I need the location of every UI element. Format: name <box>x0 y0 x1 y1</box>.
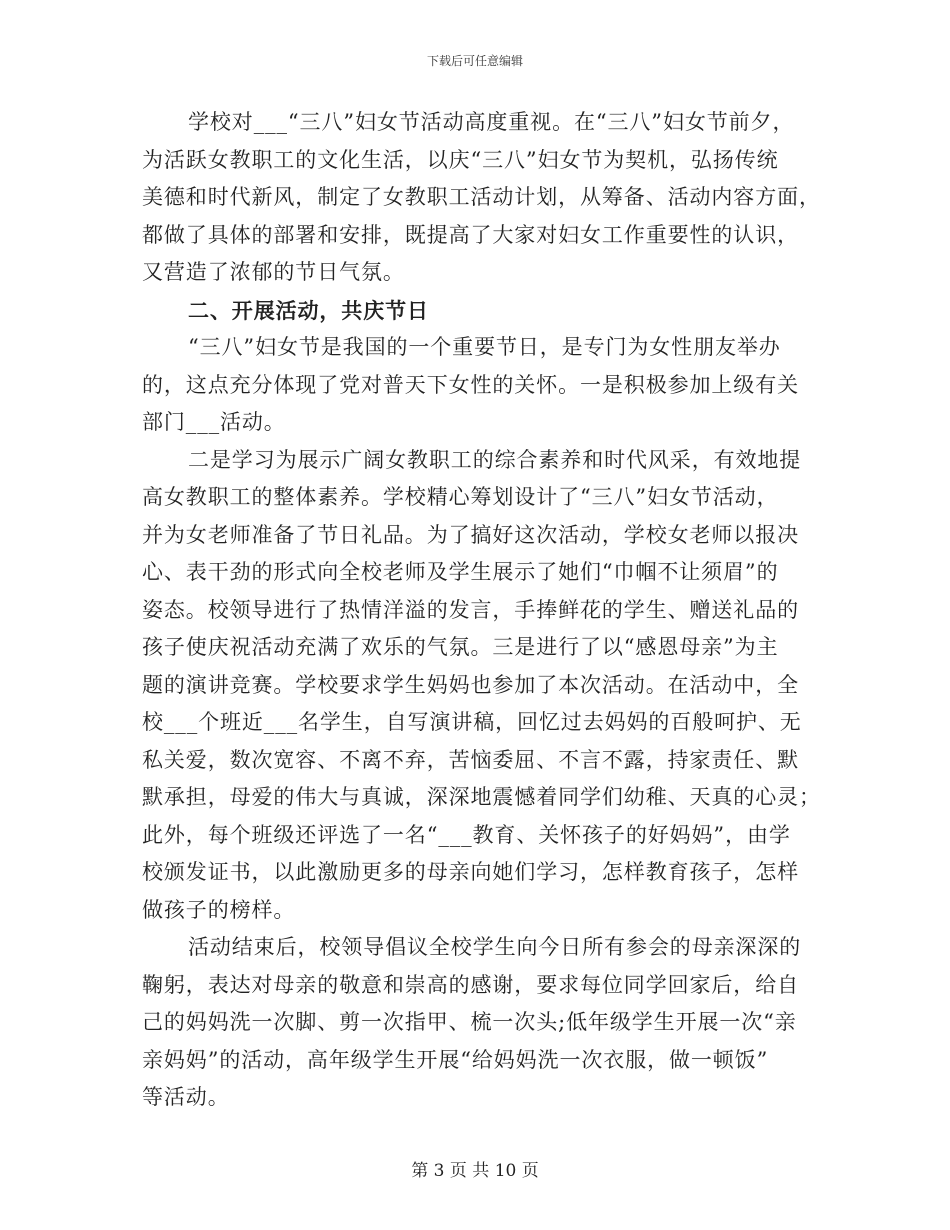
text-line: 心、表干劲的形式向全校老师及学生展示了她们“巾帼不让须眉”的 <box>142 560 779 584</box>
page-number: 第 3 页 共 10 页 <box>411 1161 539 1181</box>
text-line: 的，这点充分体现了党对普天下女性的关怀。一是积极参加上级有关 <box>142 372 799 397</box>
text-line: 孩子使庆祝活动充满了欢乐的气氛。三是进行了以“感恩母亲”为主 <box>142 635 779 659</box>
page-header-note: 下载后可任意编辑 <box>426 54 523 68</box>
document-body <box>142 104 821 1117</box>
text-line: 部门___活动。 <box>142 410 286 434</box>
text-line: 活动结束后，校领导倡议全校学生向今日所有参会的母亲深深的 <box>188 935 802 959</box>
text-line: 私关爱，数次宽容、不离不弃，苦恼委屈、不言不露，持家责任、默 <box>142 747 799 772</box>
text-line: 并为女老师准备了节日礼品。为了搞好这次活动，学校女老师以报决 <box>142 522 799 547</box>
text-line: 高女教职工的整体素养。学校精心筹划设计了“三八”妇女节活动， <box>142 485 779 509</box>
text-line: 又营造了浓郁的节日气氛。 <box>142 260 405 284</box>
text-line: 美德和时代新风，制定了女教职工活动计划，从筹备、活动内容方面， <box>142 185 821 209</box>
text-line: 题的演讲竞赛。学校要求学生妈妈也参加了本次活动。在活动中，全 <box>142 672 799 697</box>
text-line: “三八”妇女节是我国的一个重要节日，是专门为女性朋友举办 <box>188 335 781 359</box>
text-line: 校___个班近___名学生，自写演讲稿，回忆过去妈妈的百般呵护、无 <box>142 710 802 734</box>
text-line: 姿态。校领导进行了热情洋溢的发言，手捧鲜花的学生、赠送礼品的 <box>142 597 799 622</box>
text-line: 二是学习为展示广阔女教职工的综合素养和时代风采，有效地提 <box>188 447 802 472</box>
text-line: 为活跃女教职工的文化生活，以庆“三八”妇女节为契机，弘扬传统 <box>142 147 779 172</box>
text-line: 都做了具体的部署和安排，既提高了大家对妇女工作重要性的认识， <box>142 222 799 247</box>
text-line: 鞠躬，表达对母亲的敬意和崇高的感谢，要求每位同学回家后，给自 <box>142 972 799 997</box>
text-line: 亲妈妈”的活动，高年级学生开展“给妈妈洗一次衣服，做一顿饭” <box>142 1047 769 1072</box>
text-line: 等活动。 <box>142 1085 230 1109</box>
text-line: 己的妈妈洗一次脚、剪一次指甲、梳一次头;低年级学生开展一次“亲 <box>142 1010 797 1034</box>
text-line: 此外，每个班级还评选了一名“___教育、关怀孩子的好妈妈”，由学 <box>142 822 791 847</box>
text-line: 默承担，母爱的伟大与真诚，深深地震憾着同学们幼稚、天真的心灵； <box>142 785 821 809</box>
text-line: 校颁发证书，以此激励更多的母亲向她们学习，怎样教育孩子，怎样 <box>142 860 799 884</box>
section-heading: 二、开展活动，共庆节日 <box>188 297 429 323</box>
text-line: 学校对___“三八”妇女节活动高度重视。在“三八”妇女节前夕， <box>188 110 795 134</box>
text-line: 做孩子的榜样。 <box>142 897 296 922</box>
